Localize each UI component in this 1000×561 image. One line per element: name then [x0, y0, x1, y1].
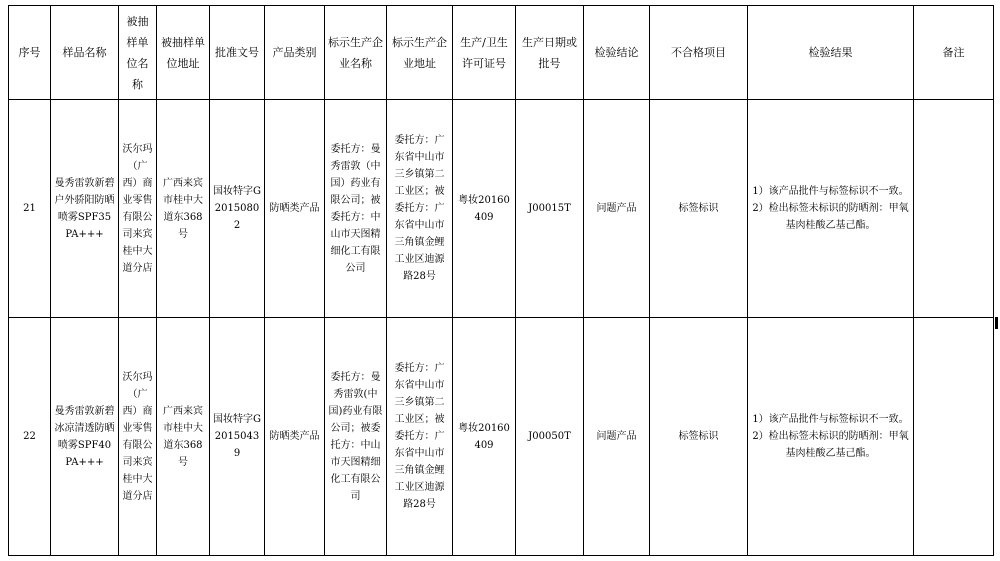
header-cell-license-number: 生产/卫生许可证号 — [453, 6, 516, 100]
cell-conclusion: 问题产品 — [584, 100, 650, 318]
unit-name-text: 沃尔玛（广西）商业零售有限公司来宾桂中大道分店 — [122, 143, 153, 274]
cell-batch: J00015T — [516, 100, 584, 318]
cell-sampled-unit-name — [119, 318, 157, 556]
header-cell-approval-number: 批准文号 — [210, 6, 265, 100]
unit-address-text: 广西来宾市桂中大道东368号 — [163, 177, 203, 240]
cell-product-category: 防晒类产品 — [265, 318, 325, 556]
cell-failed-item: 标签标识 — [650, 100, 748, 318]
cell-sampled-unit-address — [157, 318, 210, 556]
cell-product-category: 防晒类产品 — [265, 100, 325, 318]
inspection-results-table — [8, 5, 994, 556]
text-cursor-mark — [995, 317, 998, 329]
license-number-text: 粤妆20160409 — [458, 194, 510, 223]
table-header-row — [9, 6, 994, 100]
header-cell-production-date-batch: 生产日期或批号 — [516, 6, 584, 100]
sample-name-text: 曼秀雷敦新碧户外骄阳防晒喷雾SPF35 PA+++ — [54, 177, 115, 240]
cell-license-number — [453, 100, 516, 318]
cell-sampled-unit-name — [119, 100, 157, 318]
cell-no: 22 — [9, 318, 51, 556]
cell-maker-name — [325, 318, 387, 556]
unit-name-text: 沃尔玛（广西）商业零售有限公司来宾桂中大道分店 — [122, 371, 153, 502]
cell-remark — [914, 318, 994, 556]
approval-number-text: 国妆特字G20150439 — [213, 414, 261, 459]
maker-name-text: 委托方：曼秀雷敦(中国)药业有限公司；被委托方：中山市天图精细化工有限公司 — [328, 371, 383, 502]
cell-maker-address — [387, 100, 453, 318]
cell-batch: J00050T — [516, 318, 584, 556]
cell-result: 1）该产品批件与标签标识不一致。2）检出标签未标识的防晒剂：甲氧基肉桂酸乙基己酯。 — [748, 100, 914, 318]
maker-name-text: 委托方：曼秀雷敦（中国）药业有限公司；被委托方：中山市天图精细化工有限公司 — [330, 143, 381, 274]
header-cell-remark: 备注 — [914, 6, 994, 100]
cell-approval-number — [210, 318, 265, 556]
cell-conclusion: 问题产品 — [584, 318, 650, 556]
maker-address-text: 委托方：广东省中山市三乡镇第二工业区；被委托方：广东省中山市三角镇金鲤工业区迪源路28号 — [394, 363, 445, 510]
cell-license-number — [453, 318, 516, 556]
approval-number-text: 国妆特字G20150802 — [213, 186, 261, 231]
table-row — [9, 318, 994, 556]
table-row — [9, 100, 994, 318]
header-cell-failed-item: 不合格项目 — [650, 6, 748, 100]
sample-name-text: 曼秀雷敦新碧冰凉清透防晒喷雾SPF40 PA+++ — [54, 405, 115, 468]
header-cell-maker-name: 标示生产企业名称 — [325, 6, 387, 100]
header-cell-sample-name: 样品名称 — [51, 6, 119, 100]
header-cell-result: 检验结果 — [748, 6, 914, 100]
cell-remark — [914, 100, 994, 318]
cell-failed-item: 标签标识 — [650, 318, 748, 556]
cell-maker-address — [387, 318, 453, 556]
header-cell-sampled-unit-address: 被抽样单位地址 — [157, 6, 210, 100]
cell-sample-name — [51, 318, 119, 556]
header-cell-conclusion: 检验结论 — [584, 6, 650, 100]
cell-sample-name — [51, 100, 119, 318]
header-cell-maker-address: 标示生产企业地址 — [387, 6, 453, 100]
maker-address-text: 委托方：广东省中山市三乡镇第二工业区；被委托方：广东省中山市三角镇金鲤工业区迪源路28号 — [394, 135, 445, 282]
cell-maker-name — [325, 100, 387, 318]
license-number-text: 粤妆20160409 — [458, 422, 510, 451]
cell-approval-number — [210, 100, 265, 318]
cell-sampled-unit-address — [157, 100, 210, 318]
unit-address-text: 广西来宾市桂中大道东368号 — [163, 405, 203, 468]
header-cell-product-category: 产品类别 — [265, 6, 325, 100]
cell-result: 1）该产品批件与标签标识不一致。2）检出标签未标识的防晒剂：甲氧基肉桂酸乙基己酯。 — [748, 318, 914, 556]
cell-no: 21 — [9, 100, 51, 318]
header-cell-sampled-unit-name: 被抽样单位名称 — [119, 6, 157, 100]
header-cell-no: 序号 — [9, 6, 51, 100]
